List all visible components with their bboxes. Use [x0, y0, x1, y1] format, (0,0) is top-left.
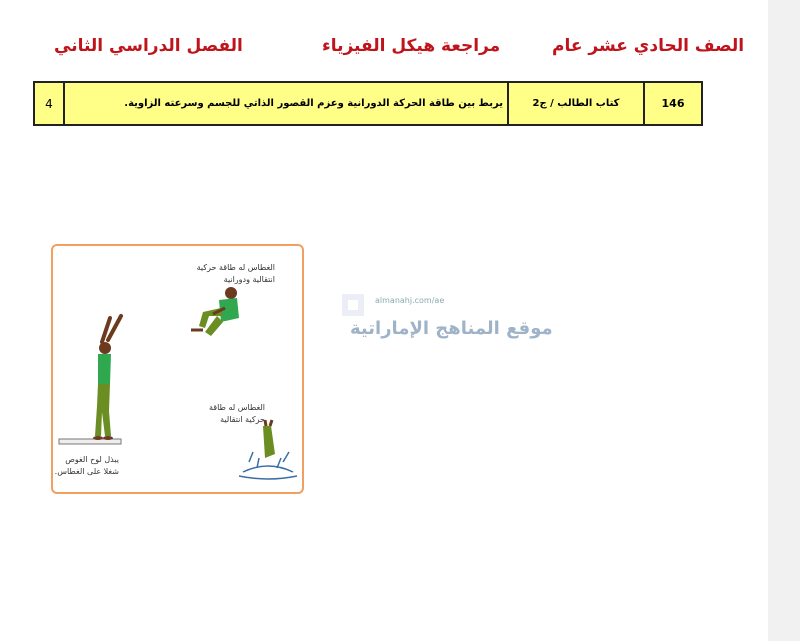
header-grade: الصف الحادي عشر عام: [552, 36, 745, 56]
right-margin-strip: [768, 0, 800, 641]
caption-board-work: يبذل لوح الغوص شغلا على الغطاس.: [54, 455, 119, 476]
diver-standing: [93, 316, 121, 440]
caption-translational: الغطاس له طاقة حركية انتقالية: [208, 403, 265, 424]
header-term: الفصل الدراسي الثاني: [54, 36, 243, 56]
source-cell: كتاب الطالب / ج2: [508, 82, 644, 125]
question-count-cell: 4: [34, 82, 64, 125]
objective-cell: يربط بين طاقة الحركة الدورانية وعزم القصور الذاتي للجسم وسرعته الزاوية.: [64, 82, 508, 125]
diver-figure: [51, 244, 304, 494]
table-row: [34, 82, 702, 125]
objective-table: [33, 81, 703, 126]
header-review-title: مراجعة هيكل الفيزياء: [322, 36, 501, 56]
watermark-text: موقع المناهج الإماراتية: [350, 318, 553, 339]
page-number-cell: 146: [644, 82, 702, 125]
caption-translational-rotational: الغطاس له طاقة حركية انتقالية ودورانية: [196, 263, 275, 284]
watermark-url: almanahj.com/ae: [375, 296, 445, 305]
diving-board: [59, 439, 121, 444]
diver-tucked: [191, 287, 239, 336]
